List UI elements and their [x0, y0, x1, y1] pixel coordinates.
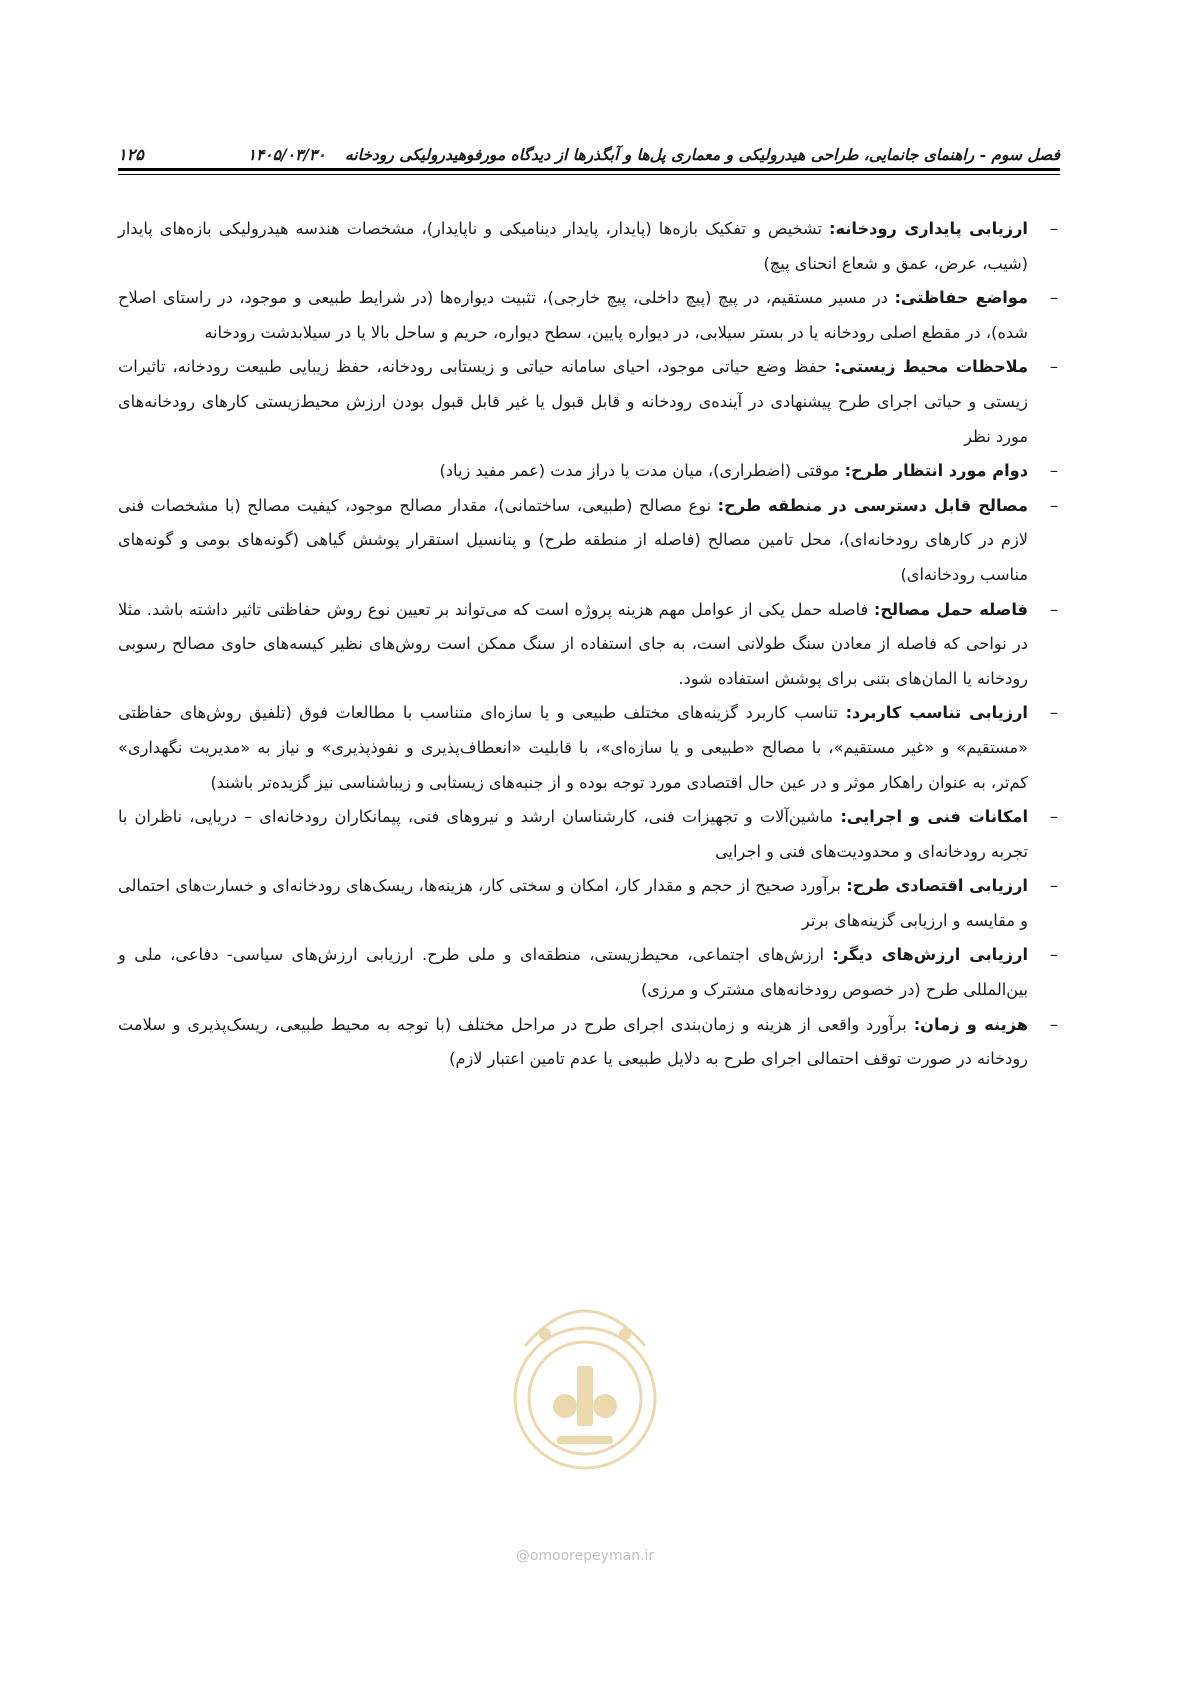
- dash-bullet: –: [1049, 703, 1058, 723]
- dash-bullet: –: [1049, 288, 1058, 308]
- list-item: [118, 800, 1060, 869]
- list-item: [118, 454, 1060, 489]
- header-rule-thick: [118, 168, 1060, 171]
- item-term: هزینه و زمان:: [913, 1014, 1029, 1034]
- item-text: ماشین‌آلات و تجهیزات فنی، کارشناسان ارشد و نیروهای فنی، پیمانکاران رودخانه‌ای – دریایی، ناظران با تجربه رودخانه‌ای و محدودیت‌های فنی و اجرایی: [118, 807, 1028, 861]
- dash-bullet: –: [1049, 599, 1058, 619]
- list-item: [118, 1008, 1060, 1077]
- item-text: برآورد صحیح از حجم و مقدار کار، امکان و سختی کار، هزینه‌ها، ریسک‌های رودخانه‌ای و خسارت‌های احتمالی و مقایسه و ارزیابی گزینه‌های برتر: [118, 876, 1028, 930]
- watermark-text: @omoorepeyman.ir: [515, 1548, 655, 1564]
- item-text: نوع مصالح (طبیعی، ساختمانی)، مقدار مصالح موجود، کیفیت مصالح (با مشخصات فنی لازم در کارهای رودخانه‌ای)، محل تامین مصالح (فاصله از منطقه طرح) و پتانسیل استقرار پوشش گیاهی (گونه‌های بومی و گونه‌های مناسب رودخانه‌ای): [118, 495, 1028, 584]
- item-term: ارزیابی ارزش‌های دیگر:: [832, 945, 1028, 965]
- watermark-seal-icon: [465, 1286, 705, 1506]
- header-date: ۱۴۰۵/۰۳/۳۰: [247, 145, 326, 164]
- dash-bullet: –: [1049, 495, 1058, 515]
- item-text: موقتی (اضطراری)، میان مدت یا دراز مدت (عمر مفید زیاد): [439, 461, 840, 481]
- header-title: [248, 145, 1060, 164]
- item-text: فاصله حمل یکی از عوامل مهم هزینه پروژه است که می‌تواند بر تعیین نوع روش حفاظتی تاثیر داشته باشد. مثلا در نواحی که فاصله از معادن سنگ طولانی است، به جای استفاده از سنگ ممکن است روش‌های نظیر کیسه‌های حاوی مصالح رسوبی رودخانه یا المان‌های بتنی برای پوشش استفاده شود.: [118, 599, 1028, 688]
- list-item: [118, 281, 1060, 350]
- page-number: ۱۲۵: [118, 145, 144, 164]
- list-item: [118, 212, 1060, 281]
- dash-bullet: –: [1049, 876, 1058, 896]
- dash-bullet: –: [1049, 945, 1058, 965]
- dash-bullet: –: [1049, 461, 1058, 481]
- item-term: دوام مورد انتظار طرح:: [844, 461, 1028, 481]
- running-header: [118, 128, 1060, 164]
- dash-bullet: –: [1049, 219, 1058, 238]
- item-term: ارزیابی پایداری رودخانه:: [829, 219, 1028, 238]
- list-item: [118, 696, 1060, 800]
- item-text: تشخیص و تفکیک بازه‌ها (پایدار، پایدار دینامیکی و ناپایدار)، مشخصات هندسه هیدرولیکی بازه‌های پایدار (شیب، عرض، عمق و شعاع انحنای پیچ): [118, 219, 1028, 273]
- item-term: مواضع حفاظتی:: [894, 288, 1028, 308]
- item-text: تناسب کاربرد گزینه‌های مختلف طبیعی و یا سازه‌ای متناسب با مطالعات فوق (تلفیق روش‌های حفاظتی «مستقیم» و «غیر مستقیم»، با مصالح «طبیعی و یا سازه‌ای»، با قابلیت «انعطاف‌پذیری و نفوذپذیری» و نیاز به «مدیریت نگهداری» کم‌تر، به عنوان راهکار موثر و در عین حال اقتصادی مورد توجه بوده و از جنبه‌های زیستابی و زیباشناسی نیز گزیده‌تر باشند): [118, 703, 1028, 792]
- item-text: در مسیر مستقیم، در پیچ (پیچ داخلی، پیچ خارجی)، تثبیت دیواره‌ها (در شرایط طبیعی و موجود، در راستای اصلاح شده)، در مقطع اصلی رودخانه یا در بستر سیلابی، در دیواره پایین، سطح دیواره، حریم و ساحل بالا یا در سیلابدشت رودخانه: [118, 288, 1028, 342]
- header-rule-thin: [118, 174, 1060, 175]
- list-item: [118, 350, 1060, 454]
- item-term: ارزیابی اقتصادی طرح:: [846, 876, 1028, 896]
- item-term: فاصله حمل مصالح:: [873, 599, 1028, 619]
- dash-bullet: –: [1049, 807, 1058, 827]
- item-term: مصالح قابل دسترسی در منطقه طرح:: [717, 495, 1028, 515]
- item-text: ارزش‌های اجتماعی، محیط‌زیستی، منطقه‌ای و ملی طرح. ارزیابی ارزش‌های سیاسی- دفاعی، ملی و بین‌المللی طرح (در خصوص رودخانه‌های مشترک و مرزی): [118, 945, 1028, 1000]
- header-title-text: فصل سوم - راهنمای جانمایی، طراحی هیدرولیکی و معماری پل‌ها و آبگذرها از دیدگاه مورفوهیدرولیکی رودخانه: [345, 145, 1060, 164]
- item-text: حفظ وضع حیاتی موجود، احیای سامانه حیاتی و زیستابی رودخانه، حفظ زیبایی طبیعت رودخانه، تاثیرات زیستی و حیاتی اجرای طرح پیشنهادی در آینده‌ی رودخانه و قابل قبول یا غیر قابل قبول بودن ارزش محیط‌زیستی کارهای رودخانه‌های مورد نظر: [118, 357, 1028, 446]
- list-item: [118, 489, 1060, 593]
- dash-bullet: –: [1049, 1014, 1058, 1034]
- list-item: [118, 938, 1060, 1007]
- item-term: امکانات فنی و اجرایی:: [840, 807, 1028, 827]
- list-item: [118, 869, 1060, 938]
- item-term: ملاحظات محیط زیستی:: [834, 357, 1028, 377]
- list-item: [118, 593, 1060, 697]
- dash-bullet: –: [1049, 357, 1058, 377]
- bullet-list: [118, 212, 1060, 1077]
- item-term: ارزیابی تناسب کاربرد:: [845, 703, 1028, 723]
- item-text: برآورد واقعی از هزینه و زمان‌بندی اجرای طرح در مراحل مختلف (با توجه به محیط طبیعی، ریسک‌پذیری و سلامت رودخانه در صورت توقف احتمالی اجرای طرح به دلایل طبیعی یا عدم تامین اعتبار لازم): [118, 1014, 1028, 1069]
